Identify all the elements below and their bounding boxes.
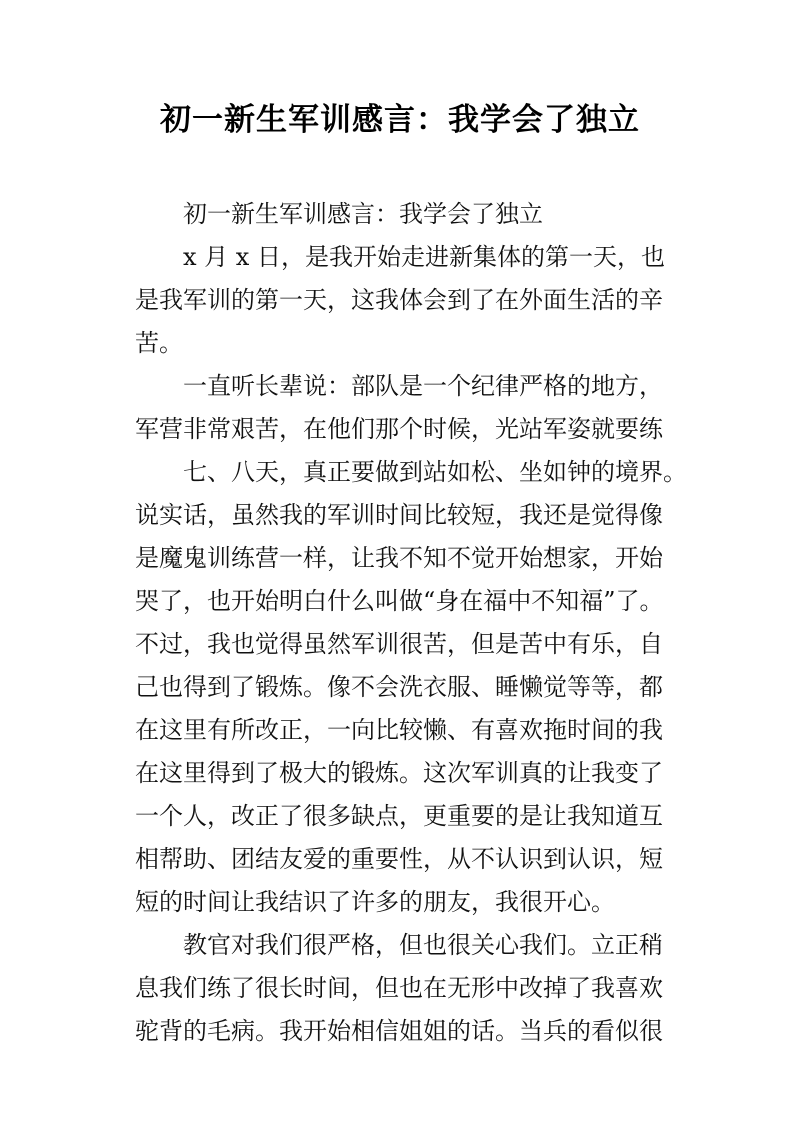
body-line-10: 哭了，也开始明白什么叫做“身在福中不知福”了。 (135, 587, 664, 615)
body-line-6: 军营非常艰苦，在他们那个时候，光站军姿就要练 (135, 415, 663, 443)
body-line-14: 在这里得到了极大的锻炼。这次军训真的让我变了 (135, 759, 663, 787)
body-line-15: 一个人，改正了很多缺点，更重要的是让我知道互 (135, 802, 663, 830)
body-line-16: 相帮助、团结友爱的重要性，从不认识到认识，短 (135, 845, 663, 873)
body-line-12: 己也得到了锻炼。像不会洗衣服、睡懒觉等等，都 (135, 673, 663, 701)
body-line-19: 息我们练了很长时间，但也在无形中改掉了我喜欢 (135, 974, 663, 1002)
body-line-9: 是魔鬼训练营一样，让我不知不觉开始想家，开始 (135, 544, 663, 572)
body-line-4: 苦。 (135, 329, 183, 357)
body-line-20: 驼背的毛病。我开始相信姐姐的话。当兵的看似很 (135, 1017, 663, 1045)
body-line-17: 短的时间让我结识了许多的朋友，我很开心。 (135, 888, 615, 916)
body-line-18: 教官对我们很严格，但也很关心我们。立正稍 (183, 931, 663, 959)
body-line-7: 七、八天，真正要做到站如松、坐如钟的境界。 (183, 458, 687, 486)
body-line-13: 在这里有所改正，一向比较懒、有喜欢拖时间的我 (135, 716, 663, 744)
document-title: 初一新生军训感言：我学会了独立 (160, 102, 640, 138)
body-line-2: x 月 x 日，是我开始走进新集体的第一天，也 (183, 243, 665, 271)
body-line-3: 是我军训的第一天，这我体会到了在外面生活的辛 (135, 286, 663, 314)
body-line-1: 初一新生军训感言：我学会了独立 (183, 200, 543, 228)
body-line-11: 不过，我也觉得虽然军训很苦，但是苦中有乐，自 (135, 630, 663, 658)
body-line-5: 一直听长辈说：部队是一个纪律严格的地方， (183, 372, 663, 400)
body-line-8: 说实话，虽然我的军训时间比较短，我还是觉得像 (135, 501, 663, 529)
